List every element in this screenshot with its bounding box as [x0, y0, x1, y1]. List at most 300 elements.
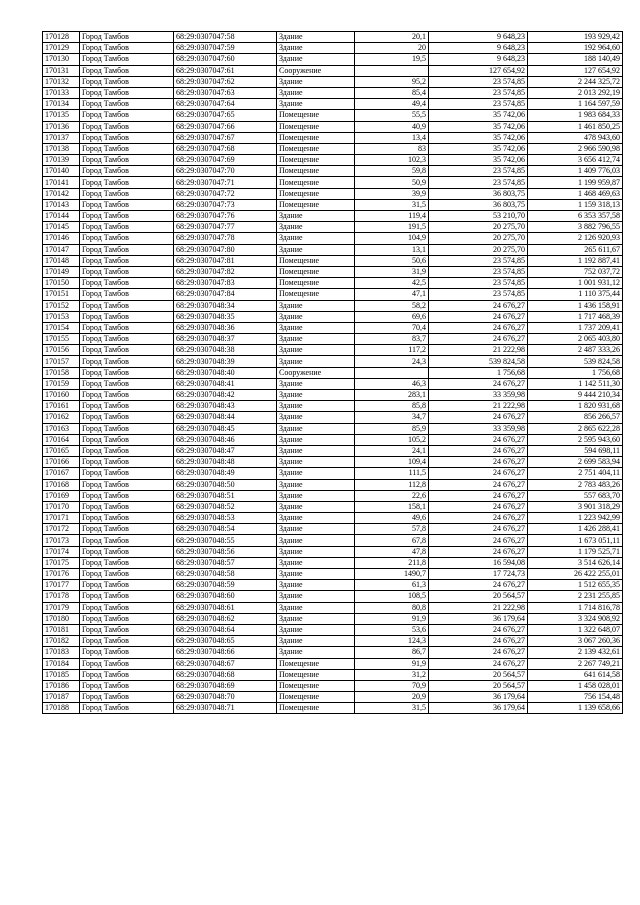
unit-value-cell: 23 574,85: [429, 87, 528, 98]
cadastral-number-cell: 68:29:0307047:58: [174, 32, 277, 43]
object-type-cell: Сооружение: [277, 367, 355, 378]
area-cell: [355, 367, 429, 378]
row-number-cell: 170146: [43, 233, 80, 244]
city-cell: Город Тамбов: [80, 255, 174, 266]
cadastral-number-cell: 68:29:0307047:83: [174, 278, 277, 289]
cadastral-number-cell: 68:29:0307047:63: [174, 87, 277, 98]
area-cell: 50,6: [355, 255, 429, 266]
table-row: [43, 367, 623, 378]
city-cell: Город Тамбов: [80, 199, 174, 210]
table-row: [43, 87, 623, 98]
city-cell: Город Тамбов: [80, 155, 174, 166]
object-type-cell: Помещение: [277, 199, 355, 210]
table-row: [43, 501, 623, 512]
unit-value-cell: 35 742,06: [429, 132, 528, 143]
row-number-cell: 170155: [43, 334, 80, 345]
table-row: [43, 188, 623, 199]
cadastral-number-cell: 68:29:0307048:54: [174, 524, 277, 535]
cadastral-number-cell: 68:29:0307047:72: [174, 188, 277, 199]
table-row: [43, 121, 623, 132]
cadastral-value-cell: 1 159 318,13: [528, 199, 623, 210]
row-number-cell: 170151: [43, 289, 80, 300]
unit-value-cell: 23 574,85: [429, 76, 528, 87]
area-cell: 24,3: [355, 356, 429, 367]
unit-value-cell: 24 676,27: [429, 378, 528, 389]
row-number-cell: 170153: [43, 311, 80, 322]
area-cell: 47,8: [355, 546, 429, 557]
object-type-cell: Сооружение: [277, 65, 355, 76]
cadastral-number-cell: 68:29:0307047:68: [174, 143, 277, 154]
area-cell: 85,8: [355, 401, 429, 412]
city-cell: Город Тамбов: [80, 367, 174, 378]
cadastral-value-cell: 1 110 375,44: [528, 289, 623, 300]
row-number-cell: 170184: [43, 658, 80, 669]
object-type-cell: Здание: [277, 546, 355, 557]
cadastral-value-cell: 1 512 655,35: [528, 580, 623, 591]
cadastral-number-cell: 68:29:0307047:81: [174, 255, 277, 266]
object-type-cell: Здание: [277, 524, 355, 535]
object-type-cell: Здание: [277, 32, 355, 43]
row-number-cell: 170145: [43, 222, 80, 233]
object-type-cell: Здание: [277, 445, 355, 456]
row-number-cell: 170143: [43, 199, 80, 210]
unit-value-cell: 35 742,06: [429, 155, 528, 166]
table-row: [43, 199, 623, 210]
cadastral-number-cell: 68:29:0307048:69: [174, 680, 277, 691]
city-cell: Город Тамбов: [80, 624, 174, 635]
unit-value-cell: 21 222,98: [429, 602, 528, 613]
city-cell: Город Тамбов: [80, 591, 174, 602]
city-cell: Город Тамбов: [80, 636, 174, 647]
object-type-cell: Здание: [277, 244, 355, 255]
table-row: [43, 155, 623, 166]
cadastral-value-cell: 756 154,48: [528, 692, 623, 703]
table-row: [43, 378, 623, 389]
cadastral-value-cell: 3 514 626,14: [528, 557, 623, 568]
cadastral-number-cell: 68:29:0307048:57: [174, 557, 277, 568]
city-cell: Город Тамбов: [80, 334, 174, 345]
row-number-cell: 170139: [43, 155, 80, 166]
table-row: [43, 132, 623, 143]
cadastral-number-cell: 68:29:0307047:61: [174, 65, 277, 76]
cadastral-number-cell: 68:29:0307047:59: [174, 43, 277, 54]
object-type-cell: Здание: [277, 513, 355, 524]
cadastral-number-cell: 68:29:0307047:64: [174, 99, 277, 110]
unit-value-cell: 33 359,98: [429, 423, 528, 434]
table-row: [43, 680, 623, 691]
cadastral-number-cell: 68:29:0307047:78: [174, 233, 277, 244]
area-cell: 109,4: [355, 457, 429, 468]
city-cell: Город Тамбов: [80, 546, 174, 557]
city-cell: Город Тамбов: [80, 188, 174, 199]
table-row: [43, 32, 623, 43]
object-type-cell: Здание: [277, 423, 355, 434]
cadastral-value-cell: 1 223 942,99: [528, 513, 623, 524]
row-number-cell: 170135: [43, 110, 80, 121]
cadastral-value-cell: 1 468 469,63: [528, 188, 623, 199]
table-row: [43, 322, 623, 333]
unit-value-cell: 20 564,57: [429, 591, 528, 602]
unit-value-cell: 9 648,23: [429, 54, 528, 65]
area-cell: 20: [355, 43, 429, 54]
table-row: [43, 54, 623, 65]
unit-value-cell: 35 742,06: [429, 121, 528, 132]
area-cell: 91,9: [355, 613, 429, 624]
cadastral-number-cell: 68:29:0307047:70: [174, 166, 277, 177]
cadastral-number-cell: 68:29:0307048:66: [174, 647, 277, 658]
cadastral-value-cell: 3 324 908,92: [528, 613, 623, 624]
unit-value-cell: 539 824,58: [429, 356, 528, 367]
object-type-cell: Здание: [277, 300, 355, 311]
cadastral-number-cell: 68:29:0307048:61: [174, 602, 277, 613]
table-row: [43, 255, 623, 266]
table-row: [43, 445, 623, 456]
unit-value-cell: 1 756,68: [429, 367, 528, 378]
object-type-cell: Помещение: [277, 266, 355, 277]
unit-value-cell: 9 648,23: [429, 32, 528, 43]
unit-value-cell: 23 574,85: [429, 266, 528, 277]
unit-value-cell: 24 676,27: [429, 513, 528, 524]
row-number-cell: 170159: [43, 378, 80, 389]
area-cell: 42,5: [355, 278, 429, 289]
area-cell: 83,7: [355, 334, 429, 345]
table-row: [43, 524, 623, 535]
object-type-cell: Здание: [277, 222, 355, 233]
area-cell: 13,4: [355, 132, 429, 143]
unit-value-cell: 24 676,27: [429, 445, 528, 456]
table-row: [43, 266, 623, 277]
cadastral-number-cell: 68:29:0307048:43: [174, 401, 277, 412]
city-cell: Город Тамбов: [80, 143, 174, 154]
area-cell: 111,5: [355, 468, 429, 479]
cadastral-value-cell: 1 673 051,11: [528, 535, 623, 546]
area-cell: [355, 65, 429, 76]
table-row: [43, 43, 623, 54]
unit-value-cell: 24 676,27: [429, 468, 528, 479]
cadastral-number-cell: 68:29:0307047:67: [174, 132, 277, 143]
row-number-cell: 170144: [43, 211, 80, 222]
area-cell: 85,9: [355, 423, 429, 434]
cadastral-value-cell: 1 461 850,25: [528, 121, 623, 132]
unit-value-cell: 24 676,27: [429, 647, 528, 658]
cadastral-value-cell: 1 139 658,66: [528, 703, 623, 714]
cadastral-number-cell: 68:29:0307047:66: [174, 121, 277, 132]
unit-value-cell: 24 676,27: [429, 636, 528, 647]
area-cell: 112,8: [355, 479, 429, 490]
area-cell: 105,2: [355, 434, 429, 445]
row-number-cell: 170185: [43, 669, 80, 680]
cadastral-value-cell: 193 929,42: [528, 32, 623, 43]
cadastral-value-cell: 26 422 255,01: [528, 569, 623, 580]
object-type-cell: Помещение: [277, 289, 355, 300]
cadastral-value-cell: 752 037,72: [528, 266, 623, 277]
unit-value-cell: 24 676,27: [429, 322, 528, 333]
city-cell: Город Тамбов: [80, 244, 174, 255]
row-number-cell: 170171: [43, 513, 80, 524]
object-type-cell: Здание: [277, 569, 355, 580]
area-cell: 85,4: [355, 87, 429, 98]
row-number-cell: 170170: [43, 501, 80, 512]
area-cell: 47,1: [355, 289, 429, 300]
cadastral-value-cell: 1 756,68: [528, 367, 623, 378]
object-type-cell: Здание: [277, 479, 355, 490]
cadastral-number-cell: 68:29:0307047:69: [174, 155, 277, 166]
area-cell: 80,8: [355, 602, 429, 613]
area-cell: 31,5: [355, 703, 429, 714]
cadastral-value-cell: 2 013 292,19: [528, 87, 623, 98]
city-cell: Город Тамбов: [80, 557, 174, 568]
area-cell: 40,9: [355, 121, 429, 132]
table-row: [43, 490, 623, 501]
object-type-cell: Здание: [277, 76, 355, 87]
row-number-cell: 170158: [43, 367, 80, 378]
row-number-cell: 170150: [43, 278, 80, 289]
cadastral-number-cell: 68:29:0307048:59: [174, 580, 277, 591]
object-type-cell: Помещение: [277, 121, 355, 132]
cadastral-number-cell: 68:29:0307048:53: [174, 513, 277, 524]
unit-value-cell: 20 564,57: [429, 680, 528, 691]
row-number-cell: 170179: [43, 602, 80, 613]
table-row: [43, 569, 623, 580]
city-cell: Город Тамбов: [80, 278, 174, 289]
area-cell: 91,9: [355, 658, 429, 669]
table-row: [43, 278, 623, 289]
object-type-cell: Здание: [277, 99, 355, 110]
table-row: [43, 479, 623, 490]
row-number-cell: 170131: [43, 65, 80, 76]
table-row: [43, 244, 623, 255]
unit-value-cell: 36 179,64: [429, 692, 528, 703]
cadastral-value-cell: 1 714 816,78: [528, 602, 623, 613]
cadastral-value-cell: 1 192 887,41: [528, 255, 623, 266]
cadastral-value-cell: 1 820 931,68: [528, 401, 623, 412]
unit-value-cell: 23 574,85: [429, 99, 528, 110]
unit-value-cell: 20 275,70: [429, 244, 528, 255]
row-number-cell: 170140: [43, 166, 80, 177]
object-type-cell: Здание: [277, 647, 355, 658]
cadastral-number-cell: 68:29:0307048:49: [174, 468, 277, 479]
object-type-cell: Помещение: [277, 669, 355, 680]
cadastral-value-cell: 2 267 749,21: [528, 658, 623, 669]
city-cell: Город Тамбов: [80, 423, 174, 434]
cadastral-number-cell: 68:29:0307047:71: [174, 177, 277, 188]
object-type-cell: Помещение: [277, 110, 355, 121]
cadastral-number-cell: 68:29:0307048:58: [174, 569, 277, 580]
row-number-cell: 170177: [43, 580, 80, 591]
table-row: [43, 76, 623, 87]
city-cell: Город Тамбов: [80, 501, 174, 512]
table-row: [43, 233, 623, 244]
unit-value-cell: 24 676,27: [429, 311, 528, 322]
table-row: [43, 434, 623, 445]
city-cell: Город Тамбов: [80, 390, 174, 401]
row-number-cell: 170152: [43, 300, 80, 311]
table-row: [43, 669, 623, 680]
table-row: [43, 658, 623, 669]
object-type-cell: Здание: [277, 535, 355, 546]
area-cell: 283,1: [355, 390, 429, 401]
table-row: [43, 300, 623, 311]
area-cell: 13,1: [355, 244, 429, 255]
area-cell: 53,6: [355, 624, 429, 635]
area-cell: 46,3: [355, 378, 429, 389]
unit-value-cell: 35 742,06: [429, 110, 528, 121]
city-cell: Город Тамбов: [80, 322, 174, 333]
cadastral-value-cell: 1 001 931,12: [528, 278, 623, 289]
unit-value-cell: 21 222,98: [429, 345, 528, 356]
city-cell: Город Тамбов: [80, 580, 174, 591]
row-number-cell: 170180: [43, 613, 80, 624]
object-type-cell: Здание: [277, 602, 355, 613]
row-number-cell: 170182: [43, 636, 80, 647]
area-cell: 31,2: [355, 669, 429, 680]
table-row: [43, 613, 623, 624]
row-number-cell: 170186: [43, 680, 80, 691]
object-type-cell: Здание: [277, 591, 355, 602]
table-row: [43, 423, 623, 434]
city-cell: Город Тамбов: [80, 233, 174, 244]
cadastral-value-cell: 2 865 622,28: [528, 423, 623, 434]
object-type-cell: Здание: [277, 501, 355, 512]
row-number-cell: 170137: [43, 132, 80, 143]
cadastral-value-table: [42, 31, 623, 714]
cadastral-value-cell: 2 244 325,72: [528, 76, 623, 87]
cadastral-number-cell: 68:29:0307048:36: [174, 322, 277, 333]
cadastral-number-cell: 68:29:0307048:52: [174, 501, 277, 512]
object-type-cell: Помещение: [277, 177, 355, 188]
area-cell: 57,8: [355, 524, 429, 535]
unit-value-cell: 24 676,27: [429, 334, 528, 345]
row-number-cell: 170161: [43, 401, 80, 412]
cadastral-number-cell: 68:29:0307048:64: [174, 624, 277, 635]
cadastral-number-cell: 68:29:0307048:71: [174, 703, 277, 714]
area-cell: 19,5: [355, 54, 429, 65]
table-row: [43, 602, 623, 613]
unit-value-cell: 53 210,70: [429, 211, 528, 222]
cadastral-value-cell: 1 322 648,07: [528, 624, 623, 635]
table-row: [43, 647, 623, 658]
object-type-cell: Помещение: [277, 278, 355, 289]
unit-value-cell: 16 594,08: [429, 557, 528, 568]
table-row: [43, 468, 623, 479]
object-type-cell: Здание: [277, 322, 355, 333]
table-row: [43, 636, 623, 647]
area-cell: 70,9: [355, 680, 429, 691]
object-type-cell: Здание: [277, 412, 355, 423]
cadastral-value-cell: 1 458 028,01: [528, 680, 623, 691]
unit-value-cell: 21 222,98: [429, 401, 528, 412]
unit-value-cell: 24 676,27: [429, 479, 528, 490]
cadastral-value-cell: 2 139 432,61: [528, 647, 623, 658]
unit-value-cell: 24 676,27: [429, 546, 528, 557]
cadastral-value-cell: 265 611,67: [528, 244, 623, 255]
cadastral-number-cell: 68:29:0307048:46: [174, 434, 277, 445]
area-cell: 119,4: [355, 211, 429, 222]
city-cell: Город Тамбов: [80, 87, 174, 98]
row-number-cell: 170164: [43, 434, 80, 445]
unit-value-cell: 36 179,64: [429, 613, 528, 624]
table-row: [43, 289, 623, 300]
cadastral-number-cell: 68:29:0307047:76: [174, 211, 277, 222]
cadastral-number-cell: 68:29:0307048:40: [174, 367, 277, 378]
unit-value-cell: 24 676,27: [429, 624, 528, 635]
cadastral-number-cell: 68:29:0307048:37: [174, 334, 277, 345]
unit-value-cell: 24 676,27: [429, 490, 528, 501]
table-row: [43, 580, 623, 591]
city-cell: Город Тамбов: [80, 356, 174, 367]
cadastral-number-cell: 68:29:0307048:48: [174, 457, 277, 468]
city-cell: Город Тамбов: [80, 300, 174, 311]
table-row: [43, 99, 623, 110]
row-number-cell: 170163: [43, 423, 80, 434]
city-cell: Город Тамбов: [80, 121, 174, 132]
city-cell: Город Тамбов: [80, 703, 174, 714]
unit-value-cell: 33 359,98: [429, 390, 528, 401]
cadastral-number-cell: 68:29:0307048:70: [174, 692, 277, 703]
row-number-cell: 170175: [43, 557, 80, 568]
cadastral-value-cell: 9 444 210,34: [528, 390, 623, 401]
cadastral-number-cell: 68:29:0307047:73: [174, 199, 277, 210]
row-number-cell: 170174: [43, 546, 80, 557]
cadastral-number-cell: 68:29:0307047:80: [174, 244, 277, 255]
cadastral-value-cell: 188 140,49: [528, 54, 623, 65]
row-number-cell: 170154: [43, 322, 80, 333]
cadastral-number-cell: 68:29:0307047:84: [174, 289, 277, 300]
row-number-cell: 170169: [43, 490, 80, 501]
object-type-cell: Здание: [277, 233, 355, 244]
table-row: [43, 211, 623, 222]
cadastral-value-cell: 557 683,70: [528, 490, 623, 501]
city-cell: Город Тамбов: [80, 457, 174, 468]
area-cell: 58,2: [355, 300, 429, 311]
cadastral-value-cell: 1 426 288,41: [528, 524, 623, 535]
object-type-cell: Помещение: [277, 692, 355, 703]
unit-value-cell: 24 676,27: [429, 501, 528, 512]
city-cell: Город Тамбов: [80, 692, 174, 703]
object-type-cell: Здание: [277, 636, 355, 647]
area-cell: 86,7: [355, 647, 429, 658]
cadastral-value-cell: 2 231 255,85: [528, 591, 623, 602]
area-cell: 61,3: [355, 580, 429, 591]
city-cell: Город Тамбов: [80, 266, 174, 277]
city-cell: Город Тамбов: [80, 569, 174, 580]
city-cell: Город Тамбов: [80, 378, 174, 389]
object-type-cell: Здание: [277, 434, 355, 445]
area-cell: 95,2: [355, 76, 429, 87]
city-cell: Город Тамбов: [80, 76, 174, 87]
area-cell: 49,4: [355, 99, 429, 110]
cadastral-value-cell: 1 164 597,59: [528, 99, 623, 110]
row-number-cell: 170133: [43, 87, 80, 98]
cadastral-value-cell: 2 751 404,11: [528, 468, 623, 479]
row-number-cell: 170149: [43, 266, 80, 277]
cadastral-number-cell: 68:29:0307048:55: [174, 535, 277, 546]
area-cell: 1490,7: [355, 569, 429, 580]
cadastral-value-cell: 127 654,92: [528, 65, 623, 76]
row-number-cell: 170156: [43, 345, 80, 356]
cadastral-number-cell: 68:29:0307048:34: [174, 300, 277, 311]
cadastral-value-cell: 478 943,60: [528, 132, 623, 143]
table-row: [43, 177, 623, 188]
object-type-cell: Здание: [277, 457, 355, 468]
unit-value-cell: 24 676,27: [429, 300, 528, 311]
city-cell: Город Тамбов: [80, 43, 174, 54]
unit-value-cell: 35 742,06: [429, 143, 528, 154]
object-type-cell: Здание: [277, 334, 355, 345]
city-cell: Город Тамбов: [80, 445, 174, 456]
city-cell: Город Тамбов: [80, 613, 174, 624]
city-cell: Город Тамбов: [80, 289, 174, 300]
